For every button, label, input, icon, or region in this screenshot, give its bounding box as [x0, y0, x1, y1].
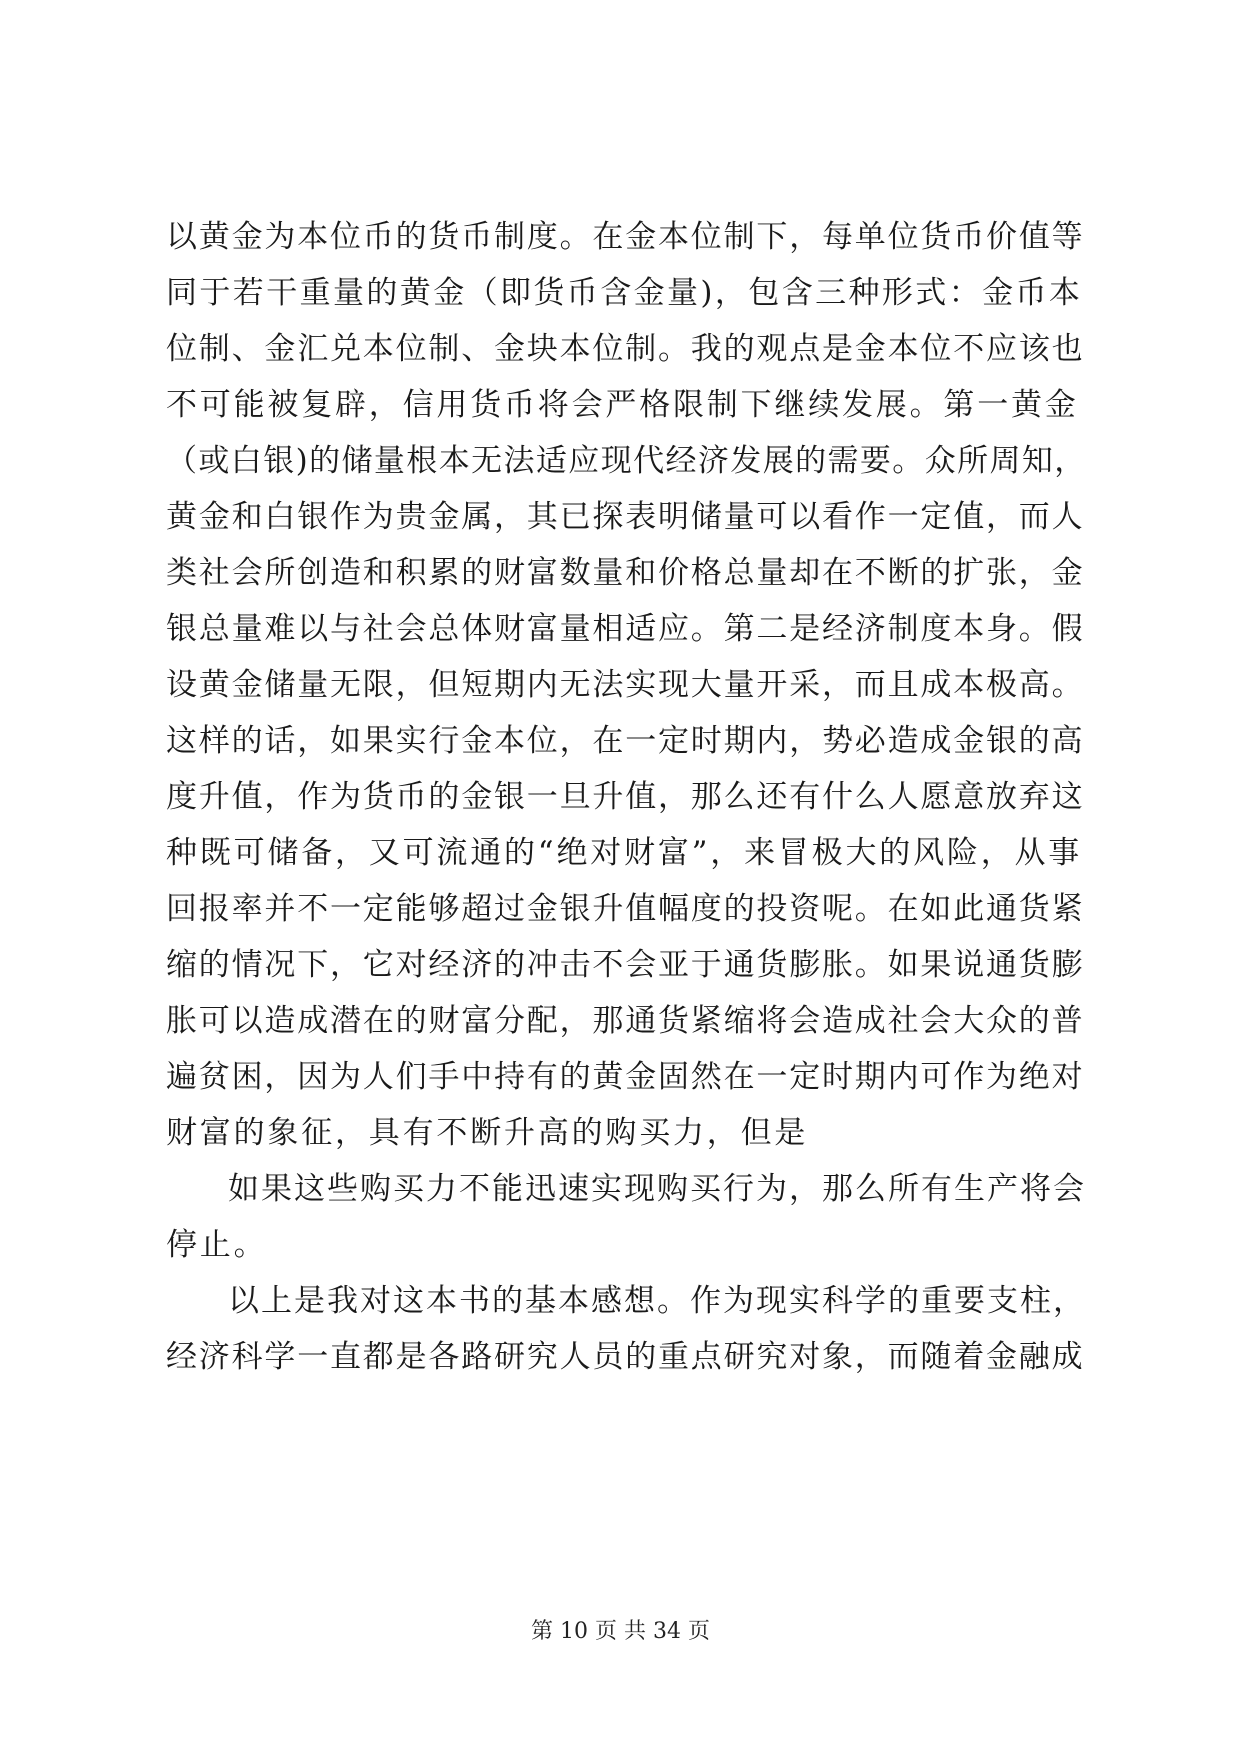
text-line: 胀可以造成潜在的财富分配，那通货紧缩将会造成社会大众的普	[166, 1003, 1085, 1039]
text-line: 不可能被复辟，信用货币将会严格限制下继续发展。第一黄金	[166, 387, 1079, 423]
text-line: 遍贫困，因为人们手中持有的黄金固然在一定时期内可作为绝对	[166, 1059, 1085, 1095]
body-text	[166, 209, 1086, 1385]
text-line: 财富的象征，具有不断升高的购买力，但是	[166, 1115, 809, 1151]
text-line: 银总量难以与社会总体财富量相适应。第二是经济制度本身。假	[166, 611, 1085, 647]
text-line: 种既可储备，又可流通的“绝对财富”，来冒极大的风险，从事	[166, 835, 1083, 871]
text-line: 同于若干重量的黄金（即货币含金量)，包含三种形式：金币本	[166, 275, 1083, 311]
page-number-footer: 第 10 页 共 34 页	[531, 1619, 710, 1644]
text-line: 回报率并不一定能够超过金银升值幅度的投资呢。在如此通货紧	[166, 891, 1085, 927]
paragraph-2	[166, 1161, 1086, 1273]
paragraph-1	[166, 209, 1086, 1161]
text-line: 如果这些购买力不能迅速实现购买行为，那么所有生产将会	[228, 1171, 1086, 1207]
text-line: 停止。	[166, 1227, 268, 1263]
text-line: 以黄金为本位币的货币制度。在金本位制下，每单位货币价值等	[166, 219, 1085, 255]
text-line: 这样的话，如果实行金本位，在一定时期内，势必造成金银的高	[166, 723, 1085, 759]
text-line: 经济科学一直都是各路研究人员的重点研究对象，而随着金融成	[166, 1339, 1085, 1375]
text-line: 以上是我对这本书的基本感想。作为现实科学的重要支柱，	[228, 1283, 1086, 1319]
text-line: 缩的情况下，它对经济的冲击不会亚于通货膨胀。如果说通货膨	[166, 947, 1085, 983]
paragraph-3	[166, 1273, 1086, 1385]
text-line: 设黄金储量无限，但短期内无法实现大量开采，而且成本极高。	[166, 667, 1085, 703]
text-line: 度升值，作为货币的金银一旦升值，那么还有什么人愿意放弃这	[166, 779, 1085, 815]
text-line: （或白银)的储量根本无法适应现代经济发展的需要。众所周知，	[166, 443, 1087, 479]
text-line: 类社会所创造和积累的财富数量和价格总量却在不断的扩张，金	[166, 555, 1085, 591]
text-line: 位制、金汇兑本位制、金块本位制。我的观点是金本位不应该也	[166, 331, 1085, 367]
text-line: 黄金和白银作为贵金属，其已探表明储量可以看作一定值，而人	[166, 499, 1085, 535]
